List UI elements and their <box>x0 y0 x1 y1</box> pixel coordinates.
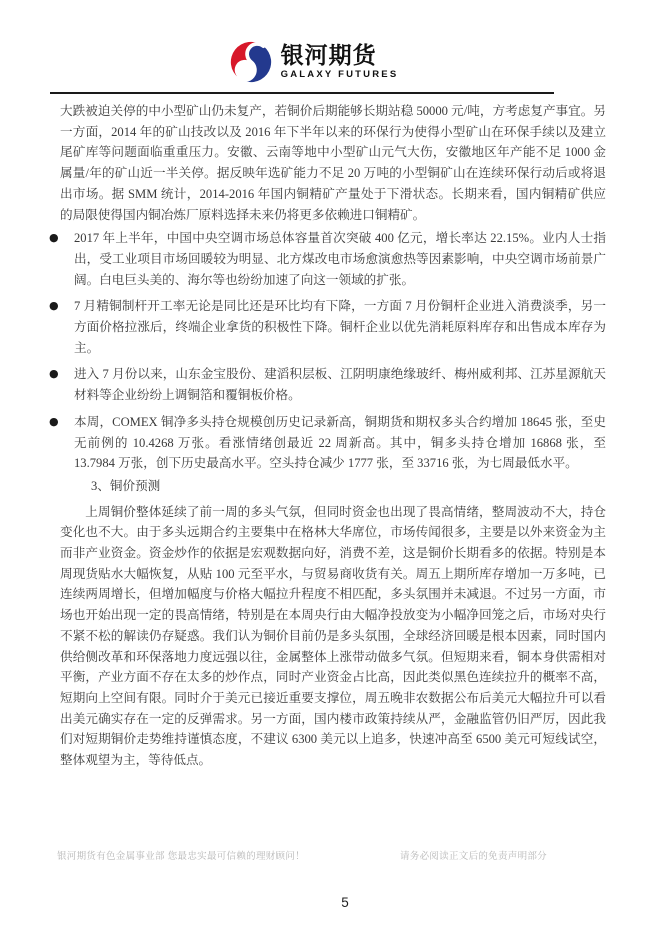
news-bullet-list <box>49 228 606 474</box>
footer-disclaimer-text: 请务必阅读正文后的免责声明部分 <box>399 851 547 862</box>
paragraph-price-forecast: 上周铜价整体延续了前一周的多头气氛，但同时资金也出现了畏高情绪，整周波动不大，持仓变化也不大。由于多头远期合约主要集中在格林大华席位，市场传闻很多，主要是以外来资金为主而非产业资金。资金炒作的依据是宏观数据向好，消费不差，这是铜价长期看多的依据。特别是本周现货贴水大幅恢复，从贴 100 元至平水，与贸易商收货有关。周五上期所库存增加一万多吨，已连续两周增长，但增加幅度与价格大幅拉升程度不相匹配，多头氛围并未减退。不过另一方面，市场也开始出现一定的畏高情绪，特别是在本周央行由大幅净投放变为小幅净回笼之后，市场对央行不紧不松的解读仍存疑惑。我们认为铜价目前仍是多头氛围，全球经济回暖是根本因素，同时国内供给侧改革和环保落地力度远强以往，金属整体上涨带动做多气氛。但短期来看，铜本身供需相对平衡，产业方面不存在太多的炒作点，同时产业资金占比高，因此类似黑色连续拉升的概率不高，短期向上空间有限。同时介于美元已接近重要支撑位，周五晚非农数据公布后美元大幅拉升可以看出美元确实存在一定的反弹需求。另一方面，国内楼市政策持续从严，金融监管仍旧严厉，因此我们对短期铜价走势维持谨慎态度，不建议 6300 美元以上追多，快速冲高至 6500 美元可短线试空，整体观望为主，等待低点。 <box>60 504 606 768</box>
bullet-icon: ● <box>49 414 59 428</box>
page-footer <box>57 848 547 862</box>
logo-wordmark <box>281 44 399 80</box>
report-body <box>49 101 606 771</box>
galaxy-swirl-icon <box>230 40 272 84</box>
footer-left-text: 银河期货有色金属事业部 您最忠实最可信赖的理财顾问！ <box>57 851 305 862</box>
page-header <box>0 40 662 84</box>
bullet-text: 7 月精铜制杆开工率无论是同比还是环比均有下降，一方面 7 月份铜杆企业进入消费淡季，另一方面价格拉涨后，终端企业拿货的积极性下降。铜杆企业以优先消耗原料库存和出售成本库存为主。 <box>74 299 606 355</box>
galaxy-futures-logo <box>230 40 399 84</box>
page-number: 5 <box>341 895 349 910</box>
bullet-icon: ● <box>49 299 59 313</box>
brand-name-en: GALAXY FUTURES <box>280 69 399 81</box>
bullet-text: 2017 年上半年，中国中央空调市场总体容量首次突破 400 亿元，增长率达 22.15%。业内人士指出，受工业项目市场回暖较为明显、北方煤改电市场愈演愈热等因素影响，中央空调市场前景广阔。白电巨头美的、海尔等也纷纷加速了向这一领域的扩张。 <box>74 231 606 287</box>
bullet-item-comex-positions <box>49 412 606 474</box>
brand-name-cn: 银河期货 <box>280 42 377 69</box>
bullet-item-central-ac <box>49 228 606 290</box>
section-heading-price-forecast: 3、铜价预测 <box>91 478 161 493</box>
bullet-text: 本周，COMEX 铜净多头持仓规模创历史记录新高，铜期货和期权多头合约增加 18645 张，至史无前例的 10.4268 万张。看涨情绪创最近 22 周新高。其中，铜多头持仓增加 16868 张，至 13.7984 万张，创下历史最高水平。空头持仓减少 1777 张，至 33716 张，为七周最低水平。 <box>74 414 606 471</box>
header-divider <box>50 92 554 94</box>
bullet-item-copper-foil <box>49 364 606 405</box>
paragraph-mine-supply: 大跌被迫关停的中小型矿山仍未复产，若铜价后期能够长期站稳 50000 元/吨，方考虑复产事宜。另一方面，2014 年的矿山技改以及 2016 年下半年以来的环保行为使得小型矿山在环保手续以及建立尾矿库等问题面临重重压力。安徽、云南等地中小型矿山元气大伤，安徽地区年产能不足 1000 金属量/年的矿山近一半关停。据反映年选矿能力不足 20 万吨的小型铜矿山在连续环保行动后或将退出市场。据 SMM 统计，2014-2016 年国内铜精矿产量处于下滑状态。长期来看，国内铜精矿供应的局限使得国内铜冶炼厂原料选择未来仍将更多依赖进口铜精矿。 <box>60 104 606 222</box>
bullet-text: 进入 7 月份以来，山东金宝股份、建滔积层板、江阴明康绝缘玻纤、梅州威利邦、江苏星源航天材料等企业纷纷上调铜箔和覆铜板价格。 <box>74 367 606 403</box>
bullet-item-copper-rod <box>49 296 606 358</box>
bullet-icon: ● <box>49 231 59 245</box>
bullet-icon: ● <box>49 367 59 381</box>
